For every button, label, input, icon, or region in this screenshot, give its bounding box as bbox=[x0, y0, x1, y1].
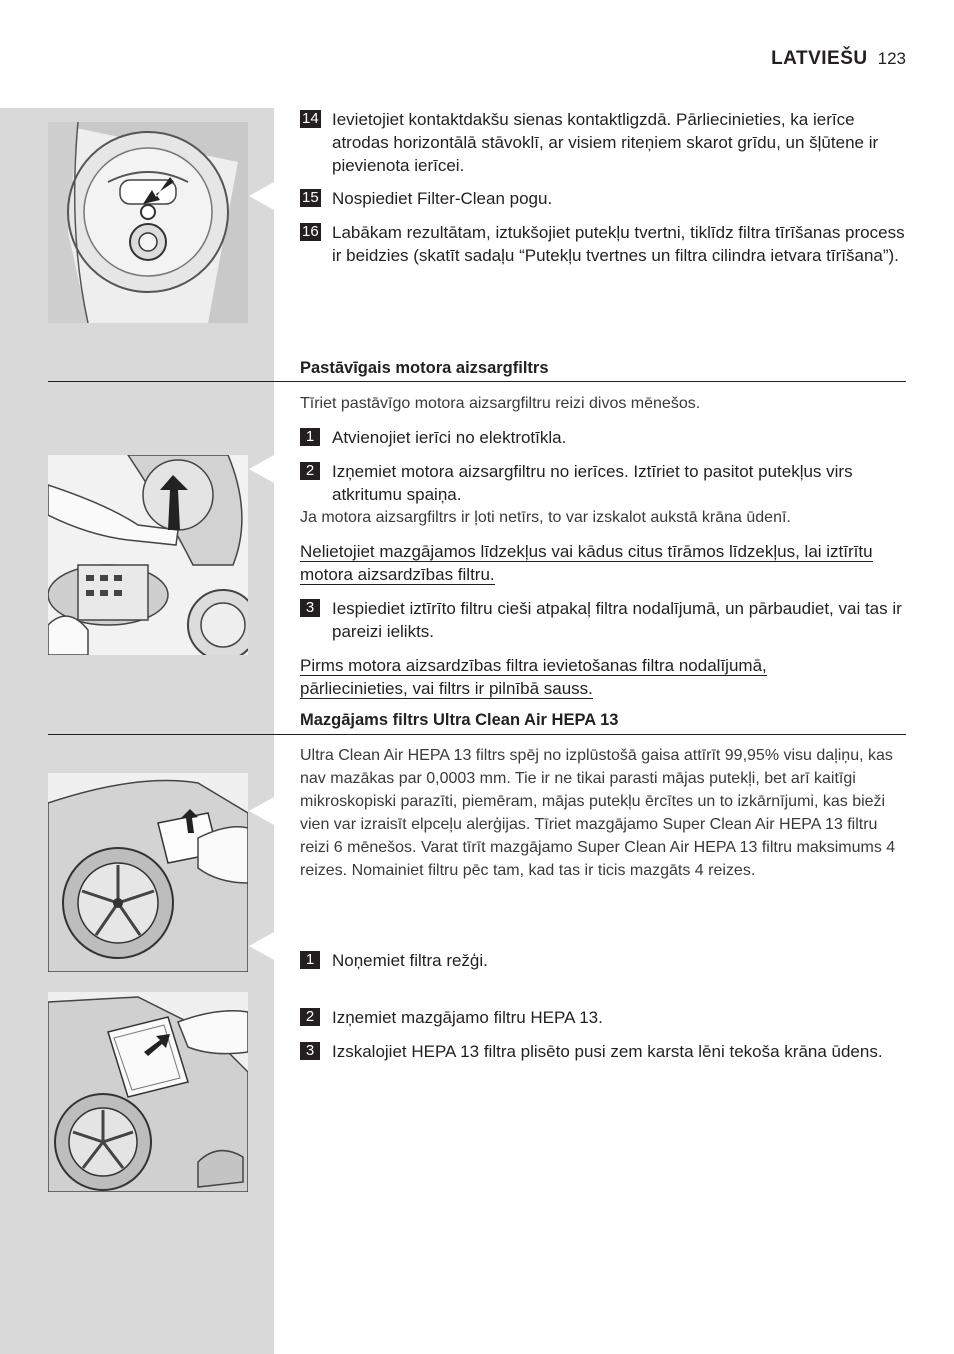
step-text: Izskalojiet HEPA 13 filtra plisēto pusi zem karsta lēni tekoša krāna ūdens. bbox=[332, 1042, 883, 1061]
sidebar-notch bbox=[249, 455, 274, 483]
step-number: 1 bbox=[300, 951, 320, 969]
hepa-filter-removal-illustration bbox=[48, 992, 248, 1192]
step-15 bbox=[300, 187, 908, 210]
step-text: Noņemiet filtra režģi. bbox=[332, 951, 488, 970]
filter-clean-button-illustration bbox=[48, 122, 248, 323]
step-text: Iespiediet iztīrīto filtru cieši atpakaļ filtra nodalījumā, un pārbaudiet, vai tas ir pareizi ielikts. bbox=[332, 599, 902, 641]
page-number: 123 bbox=[877, 49, 906, 68]
warning-detergents bbox=[300, 540, 875, 586]
step-number: 3 bbox=[300, 1042, 320, 1060]
section-divider bbox=[48, 381, 906, 382]
step-text: Ievietojiet kontaktdakšu sienas kontaktligzdā. Pārliecinieties, ka ierīce atrodas horizontālā stāvoklī, ar visiem riteņiem skarot grīdu, un šļūtene ir pievienota ierīcei. bbox=[332, 110, 879, 175]
step-14 bbox=[300, 108, 908, 177]
motor-filter-removal-illustration bbox=[48, 455, 248, 655]
motor-filter-step-2 bbox=[300, 460, 908, 506]
hepa-step-1 bbox=[300, 949, 908, 972]
sidebar-notch bbox=[249, 182, 274, 210]
warning-dry-filter bbox=[300, 654, 820, 700]
section-heading-motor-filter: Pastāvīgais motora aizsargfiltrs bbox=[300, 359, 549, 377]
step-text: Nospiediet Filter-Clean pogu. bbox=[332, 189, 553, 208]
hepa-step-2 bbox=[300, 1006, 908, 1029]
step-number: 15 bbox=[302, 189, 319, 206]
warning-text: Nelietojiet mazgājamos līdzekļus vai kādus citus tīrāmos līdzekļus, lai iztīrītu motora aizsardzības filtru. bbox=[300, 542, 873, 584]
step-text: Izņemiet mazgājamo filtru HEPA 13. bbox=[332, 1008, 603, 1027]
note-text: Ja motora aizsargfiltrs ir ļoti netīrs, to var izskalot aukstā krāna ūdenī. bbox=[300, 509, 791, 526]
step-number: 2 bbox=[300, 462, 320, 480]
section-divider bbox=[48, 734, 906, 735]
section-intro: Tīriet pastāvīgo motora aizsargfiltru reizi divos mēnešos. bbox=[300, 395, 701, 412]
step-number: 3 bbox=[300, 599, 320, 617]
sidebar-notch bbox=[249, 797, 274, 825]
step-number: 14 bbox=[302, 110, 319, 127]
page-header bbox=[771, 48, 906, 70]
step-text: Izņemiet motora aizsargfiltru no ierīces. Iztīriet to pasitot putekļus virs atkritumu spaiņa. bbox=[332, 462, 853, 504]
motor-filter-step-1 bbox=[300, 426, 908, 449]
motor-filter-step-3 bbox=[300, 597, 908, 643]
sidebar-notch bbox=[249, 932, 274, 960]
step-number: 2 bbox=[300, 1008, 320, 1026]
language-label: LATVIEŠU bbox=[771, 48, 868, 69]
step-text: Labākam rezultātam, iztukšojiet putekļu tvertni, tiklīdz filtra tīrīšanas process ir beidzies (skatīt sadaļu “Putekļu tvertnes un filtra cilindra ietvara tīrīšana”). bbox=[332, 223, 905, 265]
section-heading-hepa-filter: Mazgājams filtrs Ultra Clean Air HEPA 13 bbox=[300, 711, 619, 729]
section-intro: Ultra Clean Air HEPA 13 filtrs spēj no izplūstošā gaisa attīrīt 99,95% visu daļiņu, kas nav mazākas par 0,0003 mm. Tie ir ne tikai parasti mājas putekļi, bet arī kaitīgi mikroskopiski parazīti, piemēram, mājas putekļu ērcītes un to izkārnījumi, kas bieži vien var izraisīt elpceļu alerģijas. Tīriet mazgājamo Super Clean Air HEPA 13 filtru reizi 6 mēnešos. Varat tīrīt mazgājamo Super Clean Air HEPA 13 filtru maksimums 4 reizes. Nomainiet filtru pēc tam, kad tas ir ticis mazgāts 4 reizes. bbox=[300, 747, 896, 879]
step-number: 16 bbox=[302, 223, 319, 240]
filter-grille-removal-illustration bbox=[48, 773, 248, 972]
step-number: 1 bbox=[300, 428, 320, 446]
warning-text: Pirms motora aizsardzības filtra ievietošanas filtra nodalījumā, pārliecinieties, vai filtrs ir pilnībā sauss. bbox=[300, 656, 767, 698]
step-text: Atvienojiet ierīci no elektrotīkla. bbox=[332, 428, 567, 447]
hepa-step-3 bbox=[300, 1040, 908, 1063]
step-16 bbox=[300, 221, 908, 267]
